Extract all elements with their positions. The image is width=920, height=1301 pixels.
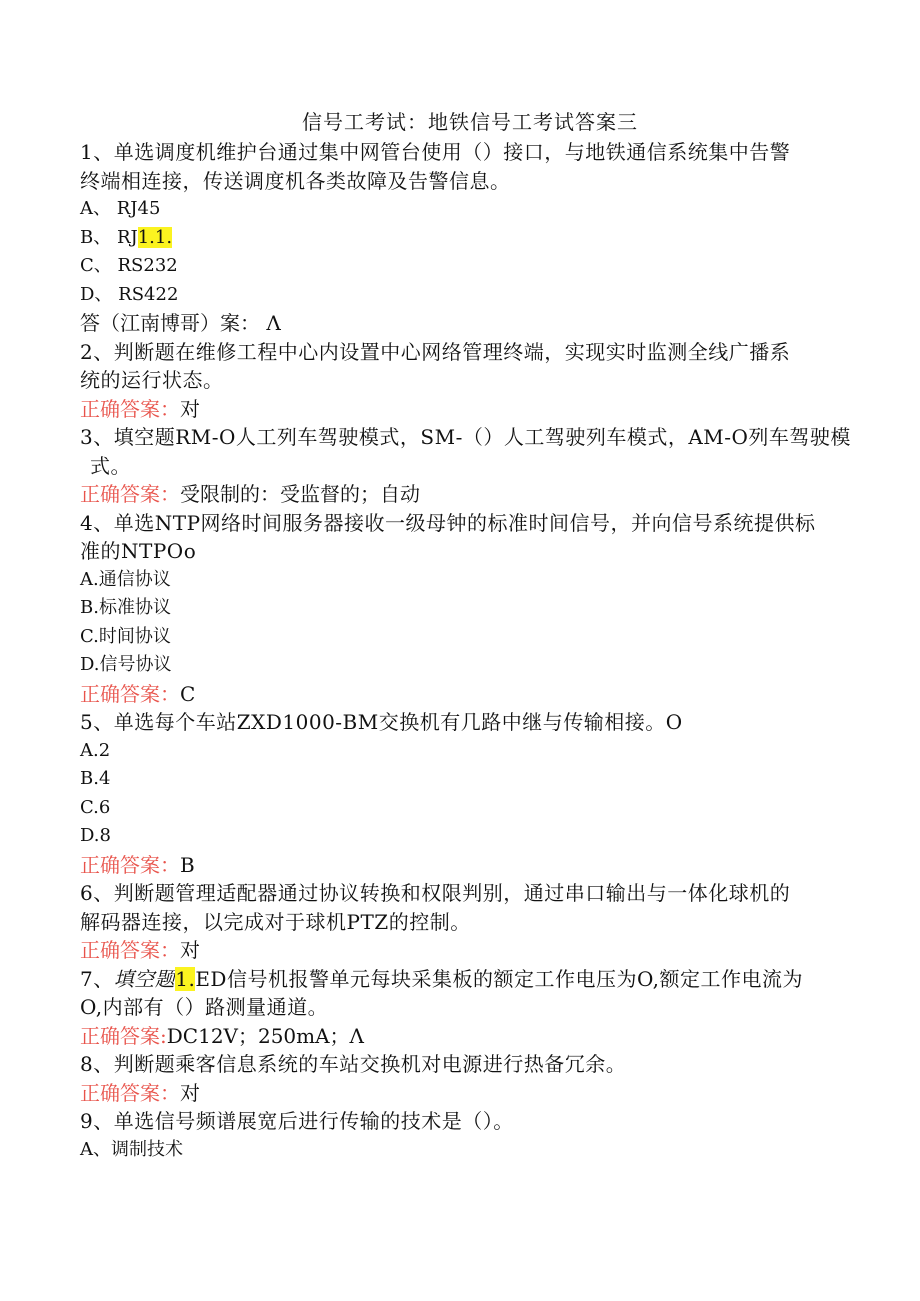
question-1-line-1: 1、单选调度机维护台通过集中网管台使用（）接口，与地铁通信系统集中告警	[80, 140, 791, 164]
question-6-line-1: 6、判断题管理适配器通过协议转换和权限判别，通过串口输出与一体化球机的	[80, 881, 791, 905]
question-7-rest: ED信号机报警单元每块采集板的额定工作电压为O,额定工作电流为	[195, 966, 804, 991]
question-4-option-d: D.信号协议	[80, 654, 172, 675]
question-5-answer	[80, 851, 840, 880]
question-2-line-1: 2、判断题在维修工程中心内设置中心网络管理终端，实现实时监测全线广播系	[80, 339, 791, 364]
document-page	[80, 106, 851, 1164]
question-1-option-d: D、 RS422	[80, 283, 179, 305]
question-9	[80, 1107, 840, 1136]
question-1-line-2: 终端相连接，传送调度机各类故障及告警信息。	[80, 168, 511, 193]
answer-value: DC12V；250mA；Λ	[166, 1023, 365, 1048]
question-1	[80, 138, 840, 195]
answer-value: 对	[180, 396, 200, 421]
answer-value: B	[180, 852, 195, 877]
answer-label: 正确答案：	[80, 852, 180, 877]
question-1-option-b	[80, 224, 840, 253]
question-5-option-d: D.8	[80, 825, 111, 846]
question-8-answer	[80, 1079, 840, 1108]
question-3	[80, 423, 851, 480]
question-2-line-2: 统的运行状态。	[80, 368, 224, 392]
question-3-line-2: 式。	[90, 453, 131, 478]
question-4-option-c: C.时间协议	[80, 625, 171, 647]
question-5-option-b: B.4	[80, 768, 111, 789]
answer-value: 对	[180, 1080, 200, 1105]
question-7-answer	[80, 1022, 840, 1051]
highlight-mark: 1.	[175, 966, 196, 991]
question-4-line-1: 4、单选NTP网络时间服务器接收一级母钟的标准时间信号，并向信号系统提供标	[80, 510, 816, 535]
answer-label: 正确答案:	[80, 1023, 167, 1048]
question-4-option-a: A.通信协议	[80, 568, 171, 590]
question-1-option-b-text: B、 RJ	[80, 226, 138, 248]
question-7-type: 填空题	[113, 966, 176, 991]
answer-label: 正确答案：	[80, 482, 180, 506]
question-1-answer: 答（江南博哥）案： Λ	[80, 311, 281, 335]
question-1-option-c: C、 RS232	[80, 255, 178, 276]
question-6	[80, 879, 840, 936]
question-2	[80, 338, 840, 395]
question-7	[80, 965, 840, 1022]
question-9-option-a: A、调制技术	[80, 1138, 183, 1160]
question-3-line-1: 3、填空题RM-O人工列车驾驶模式，SM-（）人工驾驶列车模式，AM-O列车驾驶模	[80, 425, 851, 449]
question-9-line-1: 9、单选信号频谱展宽后进行传输的技术是（）。	[80, 1109, 514, 1133]
question-6-answer	[80, 936, 840, 965]
question-7-line-2: O,内部有（）路测量通道。	[80, 995, 329, 1019]
question-5-option-c: C.6	[80, 796, 111, 818]
question-4-option-b: B.标准协议	[80, 597, 171, 618]
question-3-answer	[80, 480, 840, 509]
answer-value: 对	[180, 938, 200, 962]
answer-label: 正确答案：	[80, 681, 180, 706]
question-6-line-2: 解码器连接，以完成对于球机PTZ的控制。	[80, 909, 471, 934]
question-5-option-a: A.2	[80, 739, 111, 761]
answer-label: 正确答案：	[80, 396, 180, 421]
question-5-line-1: 5、单选每个车站ZXD1000-BM交换机有几路中继与传输相接。O	[80, 710, 683, 734]
question-7-line-1	[80, 965, 840, 994]
question-8-line-1: 8、判断题乘客信息系统的车站交换机对电源进行热备冗余。	[80, 1052, 627, 1076]
question-4	[80, 509, 840, 566]
question-2-answer	[80, 395, 840, 424]
answer-value: C	[180, 681, 196, 706]
highlight-mark: 1.1.	[137, 226, 173, 248]
document-title: 信号工考试：地铁信号工考试答案三	[302, 110, 638, 134]
question-8	[80, 1050, 840, 1079]
question-7-prefix: 7、	[80, 966, 114, 991]
question-4-line-2: 准的NTPOo	[80, 539, 197, 563]
question-4-answer	[80, 680, 840, 709]
answer-label: 正确答案：	[80, 1080, 180, 1105]
answer-label: 正确答案：	[80, 938, 180, 962]
question-5	[80, 708, 840, 737]
answer-value: 受限制的：受监督的；自动	[180, 482, 420, 506]
question-1-option-a: A、 RJ45	[80, 198, 161, 219]
